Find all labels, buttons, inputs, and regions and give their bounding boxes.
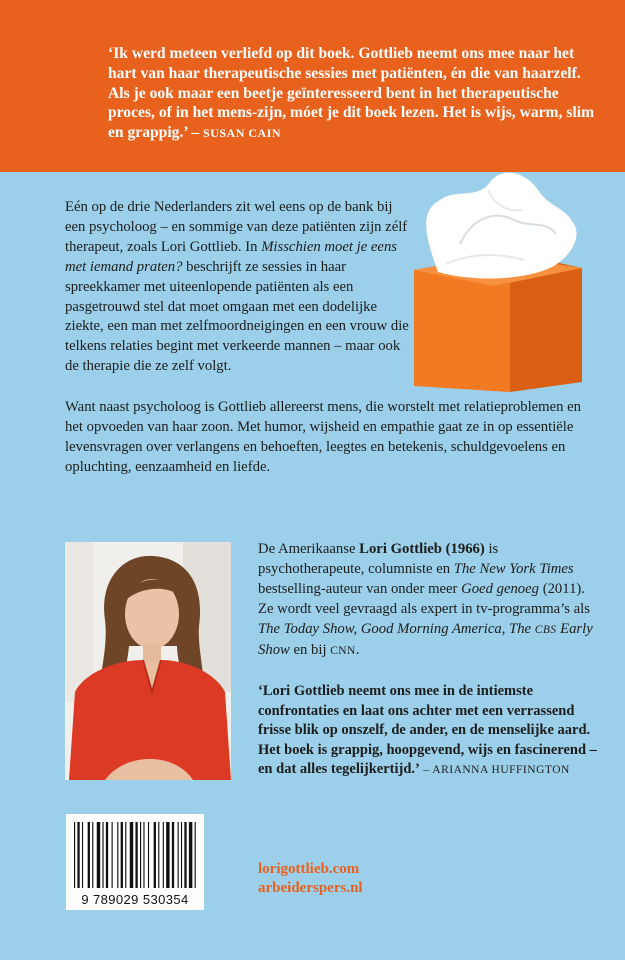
barcode-bar bbox=[117, 822, 118, 888]
barcode-bar bbox=[121, 822, 123, 888]
barcode-bar bbox=[158, 822, 159, 888]
cbs-smallcaps: CBS bbox=[534, 623, 557, 636]
barcode-bar bbox=[135, 822, 137, 888]
early-show-italic: Early Show bbox=[258, 620, 593, 658]
blurb-paragraph-1 bbox=[65, 198, 415, 377]
barcode-bar bbox=[77, 822, 79, 888]
huffington-quote-dash: – bbox=[419, 764, 433, 777]
barcode-bar bbox=[143, 822, 144, 888]
barcode-bar bbox=[189, 822, 192, 888]
barcode-bar bbox=[140, 822, 141, 888]
barcode-bar bbox=[163, 822, 164, 888]
author-name: Lori Gottlieb (1966) bbox=[359, 541, 485, 557]
barcode-bar bbox=[88, 822, 90, 888]
barcode-bar bbox=[184, 822, 186, 888]
cnn-smallcaps: CNN bbox=[330, 644, 356, 657]
author-bio bbox=[258, 540, 603, 661]
goed-genoeg-italic: Goed genoeg bbox=[461, 580, 540, 597]
bio-text-4: (2011). Ze wordt veel gevraagd als expert in tv-programma’s als bbox=[258, 580, 590, 617]
blurb-text-2: beschrijft ze sessies in haar spreekkamer met uiteenlopende patiënten als een pasgetrouwd stel dat moet omgaan met een dodelijke ziekte, een man met zelfmoordneigingen en een vrouw die telkens relaties begint met verkeerde mannen – maar ook de therapie die ze zelf volgt. bbox=[65, 258, 409, 375]
barcode-bar bbox=[112, 822, 113, 888]
huffington-quote bbox=[258, 682, 603, 781]
barcode-bar bbox=[130, 822, 133, 888]
blurb-text-1: Eén op de drie Nederlanders zit wel eens op de bank bij een psycholoog – en sommige van deze patiënten zijn zélf therapeut, zoals Lori Gottlieb. In bbox=[65, 199, 408, 255]
barcode-bar bbox=[106, 822, 108, 888]
bio-text-6: . bbox=[355, 641, 360, 658]
top-quote-text: ‘Ik werd meteen verliefd op dit boek. Gottlieb neemt ons mee naar het hart van haar therapeutische sessies met patiënten, én die van haarzelf. Als je ook maar een beetje geïnteresseerd bent in het therapeutische proces, of in het mens-zijn, móet je dit boek lezen. Het is wijs, warm, slim en grappig.’ bbox=[108, 45, 595, 142]
bio-text-5: en bij bbox=[289, 641, 331, 658]
barcode-bar bbox=[125, 822, 126, 888]
bio-text-3: bestselling-auteur van onder meer bbox=[258, 580, 462, 597]
tissue-box-illustration bbox=[398, 160, 588, 396]
top-review-quote bbox=[108, 44, 598, 144]
top-quote-attribution: SUSAN CAIN bbox=[203, 126, 282, 141]
blurb-paragraph-2: Want naast psycholoog is Gottlieb allereerst mens, die worstelt met relatieproblemen en het opvoeden van haar zoon. Met humor, wijsheid en empathie gaat ze in op essentiële levensvragen over verlangens en behoeften, leegtes en betekenis, schuldgevoelens en opluchting, eenzaamheid en liefde. bbox=[65, 399, 581, 475]
barcode-bar bbox=[82, 822, 83, 888]
barcode-bar bbox=[148, 822, 149, 888]
barcode-bar bbox=[92, 822, 93, 888]
barcode-bar bbox=[97, 822, 100, 888]
huffington-attribution: ARIANNA HUFFINGTON bbox=[432, 764, 570, 777]
barcode-bar bbox=[74, 822, 75, 888]
barcode-digits: 9 789029 530354 bbox=[81, 892, 189, 907]
publisher-website-link[interactable]: arbeiderspers.nl bbox=[258, 880, 363, 896]
top-quote-dash: – bbox=[187, 124, 204, 142]
tv-shows-italic: The Today Show, Good Morning America, The bbox=[258, 620, 535, 637]
isbn-barcode bbox=[66, 814, 204, 910]
huffington-quote-text: ‘Lori Gottlieb neemt ons mee in de intiemste confrontaties en laat ons achter met een verrassend frisse blik op onszelf, de ander, en de menselijke aard. Het boek is grappig, hoopgevend, wijs en fascinerend – en dat alles tegelijkertijd.’ bbox=[258, 683, 597, 778]
barcode-bar bbox=[166, 822, 169, 888]
barcode-bar bbox=[181, 822, 182, 888]
barcode-bar bbox=[172, 822, 174, 888]
barcode-bar bbox=[154, 822, 156, 888]
nyt-italic: The New York Times bbox=[453, 560, 574, 577]
author-photo bbox=[65, 542, 231, 780]
barcode-bar bbox=[102, 822, 103, 888]
barcode-bar bbox=[178, 822, 179, 888]
barcode-bar bbox=[195, 822, 196, 888]
bio-text-2: is psychotherapeute, columniste en bbox=[258, 541, 499, 577]
bio-text-1: De Amerikaanse bbox=[258, 541, 360, 557]
book-title-italic: Misschien moet je eens met iemand praten? bbox=[65, 238, 398, 275]
author-website-link[interactable]: lorigottlieb.com bbox=[258, 861, 360, 877]
